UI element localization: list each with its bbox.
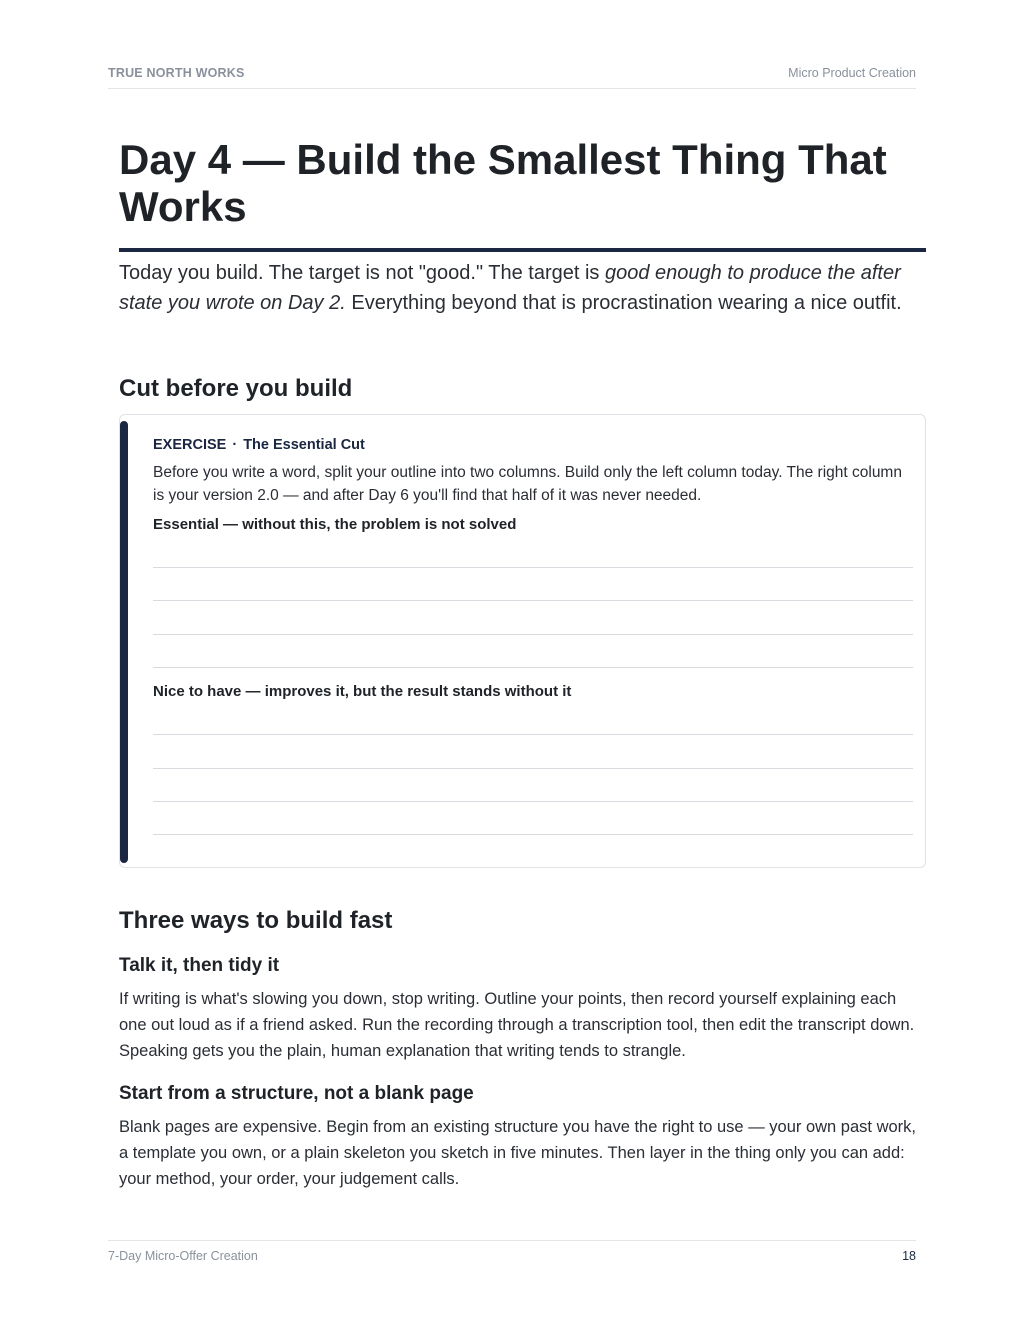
exercise-header (153, 437, 365, 453)
intro-text-start: Today you build. The target is not "good." The target is (119, 262, 605, 284)
nice-to-have-write-line[interactable] (153, 734, 913, 735)
brand-name: TRUE NORTH WORKS (108, 66, 245, 80)
nice-to-have-label: Nice to have — improves it, but the result stands without it (153, 683, 572, 700)
nice-to-have-write-line[interactable] (153, 768, 913, 769)
essential-write-line[interactable] (153, 600, 913, 601)
method-body: If writing is what's slowing you down, stop writing. Outline your points, then record yourself explaining each one out loud as if a friend asked. Run the recording through a transcription tool, then edit the transcript down. Speaking gets you the plain, human explanation that writing tends to strangle. (119, 990, 915, 1060)
method-body: Blank pages are expensive. Begin from an existing structure you have the right to use — your own past work, a template you own, or a plain skeleton you sketch in five minutes. Then layer in the thing only you can add: your method, your order, your judgement calls. (119, 1118, 917, 1188)
essential-write-line[interactable] (153, 634, 913, 635)
method-title: Talk it, then tidy it (119, 955, 280, 976)
section-heading-cut: Cut before you build (119, 375, 353, 402)
exercise-tag: EXERCISE (153, 437, 227, 453)
intro-paragraph (119, 258, 909, 318)
exercise-description: Before you write a word, split your outline into two columns. Build only the left column today. The right column is your version 2.0 — and after Day 6 you'll find that half of it was never needed. (153, 464, 902, 504)
intro-emphasis: good enough to produce the after state you wrote on Day 2. (119, 262, 901, 314)
exercise-card (119, 414, 926, 868)
exercise-name: The Essential Cut (243, 437, 365, 453)
nice-to-have-write-line[interactable] (153, 834, 913, 835)
title-divider (119, 248, 926, 252)
page-title: Day 4 — Build the Smallest Thing That Works (119, 136, 887, 230)
intro-text-end: Everything beyond that is procrastination wearing a nice outfit. (345, 292, 902, 314)
essential-label: Essential — without this, the problem is not solved (153, 516, 517, 533)
course-name: 7-Day Micro-Offer Creation (108, 1249, 258, 1263)
exercise-accent-bar (120, 421, 128, 863)
product-name: Micro Product Creation (788, 66, 916, 80)
essential-write-line[interactable] (153, 667, 913, 668)
section-heading-ways: Three ways to build fast (119, 907, 393, 934)
nice-to-have-write-line[interactable] (153, 801, 913, 802)
method-title: Start from a structure, not a blank page (119, 1083, 474, 1104)
running-footer (108, 1240, 916, 1263)
running-header (108, 66, 916, 89)
essential-write-line[interactable] (153, 567, 913, 568)
exercise-separator: · (232, 437, 238, 453)
page-number: 18 (902, 1249, 916, 1263)
